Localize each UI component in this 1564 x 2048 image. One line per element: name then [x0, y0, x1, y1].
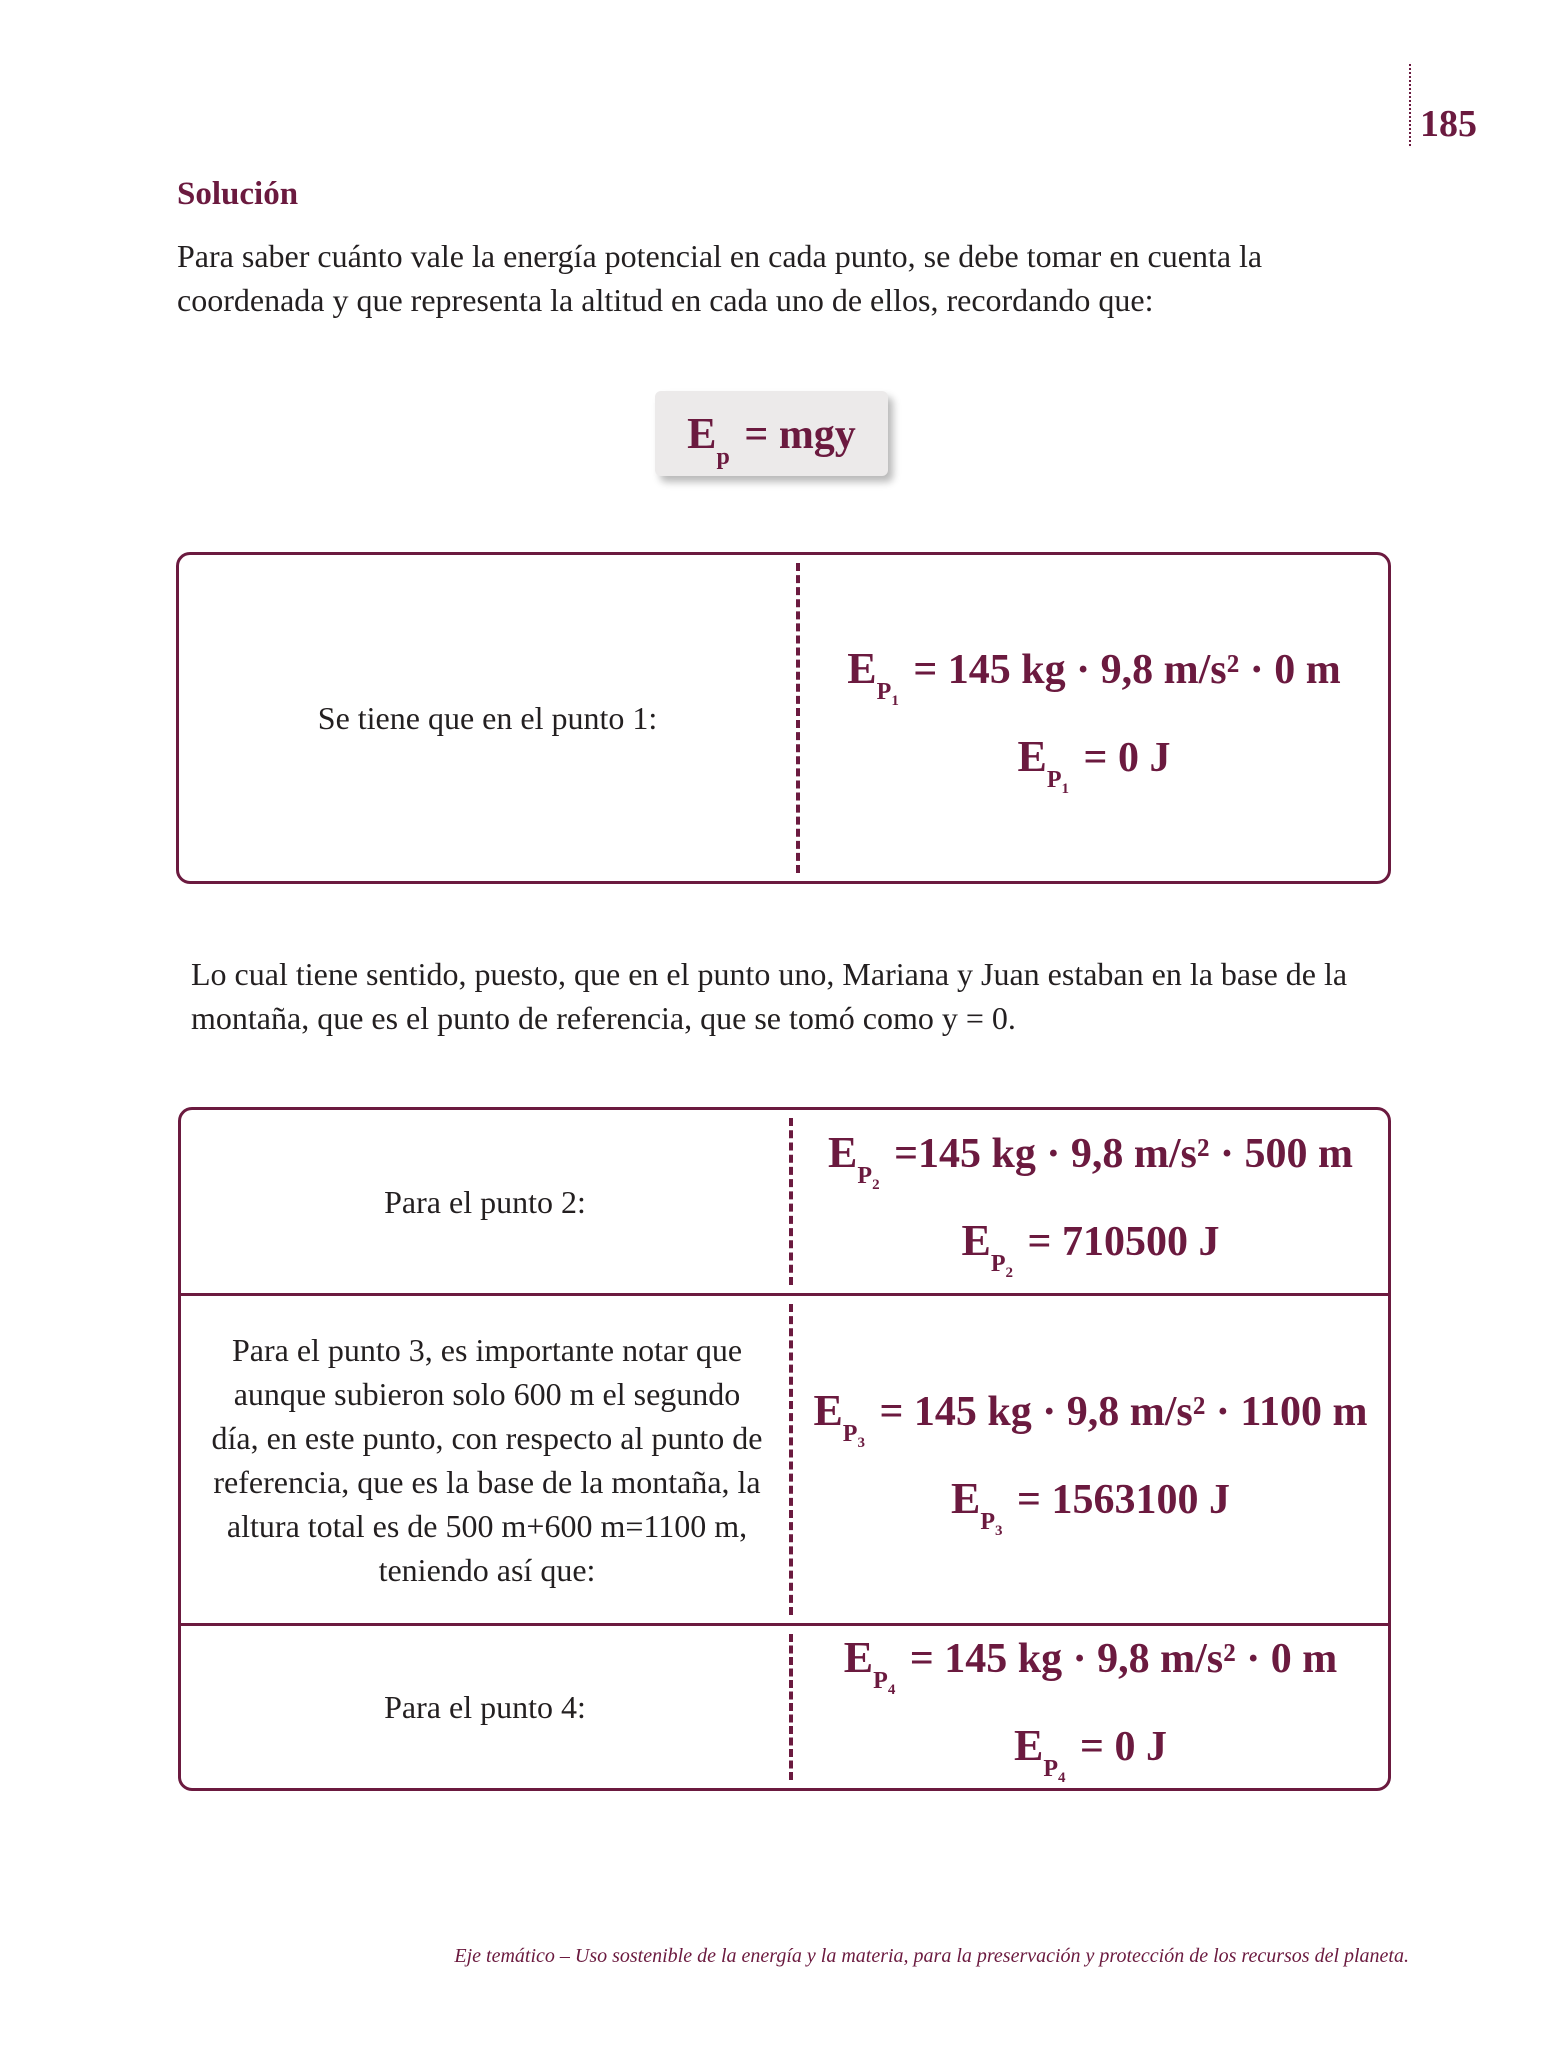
equation: $EP_3 = 145$ kg · 9,8 m/s² · 1100 m — [813, 1385, 1368, 1451]
table-row — [181, 1623, 1388, 1788]
formula: Ep = mgy — [687, 409, 856, 470]
point-label: Se tiene que en el punto 1: — [317, 700, 658, 736]
point-equations — [793, 1110, 1388, 1293]
point-label: Para el punto 2: — [384, 1183, 586, 1220]
point-equations — [793, 1626, 1388, 1788]
page-number-rule — [1409, 64, 1411, 146]
page-number: 185 — [1420, 103, 1477, 145]
point-label: Para el punto 4: — [384, 1689, 586, 1725]
formula-box — [655, 391, 888, 476]
equation-result: $EP_2 = 710500$ J — [961, 1215, 1220, 1281]
points-2-4-table — [178, 1107, 1391, 1791]
equation: $EP_2 =145$ kg · 9,8 m/s² · 500 m — [828, 1127, 1353, 1193]
point-label: Para el punto 3, es importante notar que aunque subieron solo 600 m el segundo día, en este punto, con respecto al punto de referencia, que es la base de la montaña, la altura total es de 500 m+600 m=1100 m, teniendo así que: — [211, 1331, 763, 1588]
point-1-table — [176, 552, 1391, 884]
equation: $EP_1 = 145$ kg · 9,8 m/s² · 0 m — [847, 644, 1341, 709]
equation-result: $EP_3 = 1563100$ J — [951, 1473, 1230, 1539]
equation: $EP_4 = 145$ kg · 9,8 m/s² · 0 m — [843, 1633, 1338, 1698]
point-equations — [793, 1296, 1388, 1623]
point-equations — [800, 555, 1388, 881]
table-row — [181, 1293, 1388, 1623]
footer-note: Eje temático – Uso sostenible de la energía y la materia, para la preservación y protección de los recursos del planeta. — [454, 1945, 1409, 1967]
note-paragraph: Lo cual tiene sentido, puesto, que en el punto uno, Mariana y Juan estaban en la base de la montaña, que es el punto de referencia, que se tomó como y = 0. — [191, 956, 1348, 1036]
equation-result: $EP_1 = 0$ J — [1017, 732, 1171, 797]
section-title: Solución — [177, 176, 299, 212]
equation-result: $EP_4 = 0$ J — [1014, 1721, 1167, 1786]
table-row — [181, 1110, 1388, 1293]
intro-paragraph: Para saber cuánto vale la energía potencial en cada punto, se debe tomar en cuenta la coordenada y que representa la altitud en cada uno de ellos, recordando que: — [177, 238, 1263, 318]
table-row — [179, 555, 1388, 881]
